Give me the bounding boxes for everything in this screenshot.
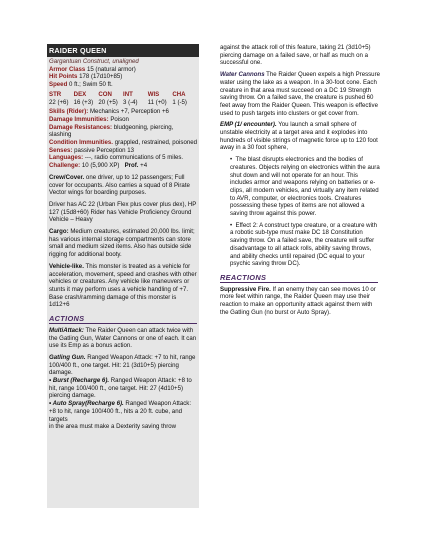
auto-spray: • Auto Spray(Recharge 6). Ranged Weapon Attack: +8 to hit, range 100/400 ft., hits a 20 ft. cube, and targets (49, 400, 192, 423)
ability-header: CON (98, 90, 112, 98)
monster-name: RAIDER QUEEN (47, 44, 199, 57)
damage-resistances: Damage Resistances: bludgeoning, piercing, slashing (49, 123, 174, 139)
speed: Speed 0 ft.; Swim 50 ft. (49, 81, 113, 89)
bullet-icon: • (230, 221, 236, 229)
ability-header: WIS (147, 90, 160, 98)
skills: Skills (Rider): Mechanics +7, Perception +6 (49, 108, 169, 116)
ability-header: STR (49, 90, 62, 98)
auto-spray-continued: against the attack roll of this feature, taking 21 (3d10+5) piercing damage on a failed save, or half as much on a successful one. (220, 44, 371, 67)
ability-value: 11 (+0) (147, 98, 167, 106)
vehicle-like: Vehicle-like. This monster is treated as a vehicle for acceleration, movement, speed and crashes with other vehicles or creatures. Any vehicle like maneuvers or stunts it may perform uses a vehicle handling of +7. Base crash/ramming damage of this monster is 1d12+6 (49, 262, 197, 309)
monster-type: Gargantuan Construct, unaligned (49, 58, 139, 65)
bullet-icon: • (230, 156, 236, 164)
ability-headers (49, 91, 197, 99)
driver-stats: Driver has AC 22 (Urban Flex plus cover plus dex), HP 127 (15d8+60) Rider has Vehicle Proficiency Ground Vehicle – Heavy (49, 200, 197, 224)
senses: Senses: passive Perception 13 (49, 146, 135, 154)
emp-effect-1: • The blast disrupts electronics and the bodies of creatures. Objects relying on electronics within the aura shut down and will not operate for an hour. This includes armor and weapons relying on batteries or e-clips, all modern vehicles, and virtually any item related to AVR, computer, or electronics tools. Creatures possessing these types of items are not allowed a saving throw against this power. (230, 156, 380, 218)
ability-value: 16 (+3) (73, 98, 94, 106)
challenge: Challenge: 10 (5,900 XP) Prof. +4 (49, 162, 148, 170)
ability-values (49, 99, 197, 107)
gatling-gun: Gatling Gun. Ranged Weapon Attack: +7 to hit, range 100/400 ft., one target. Hit: 21 (3d10+5) piercing damage. (49, 353, 196, 377)
burst: • Burst (Recharge 6). Ranged Weapon Attack: +8 to hit, range 100/400 ft., one target. Hit: 27 (4d10+5) piercing damage. (49, 377, 192, 400)
actions-heading: ACTIONS (49, 315, 197, 324)
suppressive-fire: Suppressive Fire. If an enemy they can see moves 10 or more feet within range, the Raider Queen may use their reaction to make an opportunity attack against them with the Gatling Gun (no burst or Auto Spray). (220, 285, 376, 316)
auto-spray-tail: in the area must make a Dexterity saving throw (49, 423, 177, 431)
water-cannons: Water Cannons The Raider Queen expels a high Pressure water using the lake as a weapon. In a 30-foot cone. Each creature in that area must succeed on a DC 19 Strength saving throw. On a failed save, the creature is pushed 60 feet away from the Raider Queen. This weapon is effective used to push targets into clusters or get cover from. (220, 71, 380, 117)
ability-value: 20 (+5) (98, 98, 118, 106)
ability-value: 1 (-5) (172, 98, 187, 106)
ability-value: 3 (-4) (123, 98, 138, 106)
languages: Languages: ---, radio communications of 5 miles. (49, 154, 184, 162)
ability-value: 22 (+6) (49, 98, 69, 106)
emp: EMP (1/ encounter). You launch a small sphere of unstable electricity at a target area and it explodes into hundreds of visible strings of magnetic force up to 120 foot away in a 30 foot sphere, (220, 121, 378, 152)
ability-header: DEX (73, 90, 87, 98)
ability-header: INT (123, 90, 133, 98)
multiattack: MultiAttack: The Raider Queen can attack twice with the Gatling Gun, Water Cannons or one of each. It can use its Emp as a bonus action. (49, 326, 197, 350)
emp-effect-2: • Effect 2: A construct type creature, or a creature with a robotic sub-type must make DC 18 Constitution saving throw. On a failed save, the creature will suffer disadvantage to all attack rolls, ability saving throws, and ability checks until repaired (DC equal to your psychic saving throw DC). (230, 221, 377, 268)
condition-immunities: Condition Immunities. grappled, restrained, poisoned (49, 139, 198, 147)
ability-header: CHA (172, 90, 186, 98)
damage-immunities: Damage Immunities: Poison (49, 115, 129, 123)
reactions-heading: REACTIONS (220, 274, 378, 283)
text-column (220, 44, 380, 321)
statblock-column (47, 44, 199, 508)
armor-class: Armor Class 15 (natural armor) (49, 65, 136, 73)
crew-cover: Crew/Cover. one driver, up to 12 passengers; Full cover for occupants. Also carries a squad of 8 Pirate Vector wings for boarding purposes. (49, 173, 190, 197)
hit-points: Hit Points 178 (17d10+85) (49, 73, 123, 81)
cargo: Cargo: Medium creatures, estimated 20,000 lbs. limit; has various internal storage compartments can store small and medium sized items. Also has outside side rigging for additional booty. (49, 228, 195, 259)
